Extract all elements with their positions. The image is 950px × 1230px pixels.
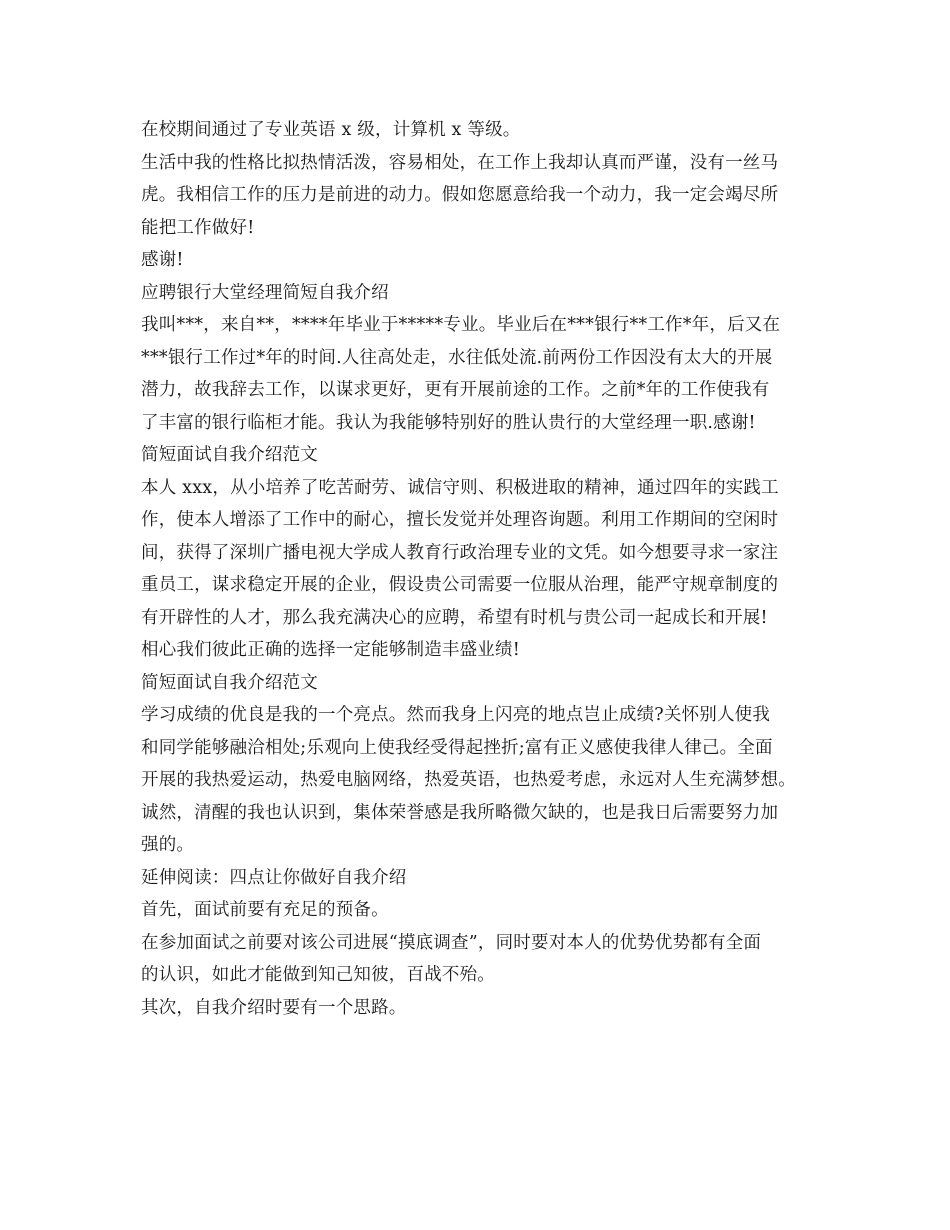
- text-line: 在参加面试之前要对该公司进展“摸底调查”，同时要对本人的优势优势都有全面: [141, 932, 762, 953]
- document-body: [141, 114, 821, 1024]
- text-line: 虎。我相信工作的压力是前进的动力。假如您愿意给我一个动力，我一定会竭尽所: [141, 185, 779, 205]
- text-line: 潜力，故我辞去工作，以谋求更好，更有开展前途的工作。之前*年的工作使我有: [141, 380, 770, 400]
- text-line: ***银行工作过*年的时间.人往高处走，水往低处流.前两份工作因没有太大的开展: [141, 347, 773, 368]
- text-line: 我叫***，来自**，****年毕业于*****专业。毕业后在***银行**工作*年，后又在: [141, 315, 781, 335]
- text-line: 首先，面试前要有充足的预备。: [141, 900, 389, 920]
- text-line: 其次，自我介绍时要有一个思路。: [141, 997, 407, 1018]
- text-line: 在校期间通过了专业英语 x 级，计算机 x 等级。: [141, 120, 521, 140]
- text-line: 生活中我的性格比拟热情活泼，容易相处，在工作上我却认真而严谨，没有一丝马: [141, 152, 779, 173]
- section-heading: 简短面试自我介绍范文: [141, 445, 318, 465]
- text-line: 间，获得了深圳广播电视大学成人教育行政治理专业的文凭。如今想要寻求一家注: [141, 542, 779, 563]
- text-line: 有开辟性的人才，那么我充满决心的应聘，希望有时机与贵公司一起成长和开展!: [141, 607, 768, 628]
- text-line: 本人 xxx，从小培养了吃苦耐劳、诚信守则、积极进取的精神，通过四年的实践工: [141, 477, 779, 498]
- text-line: 开展的我热爱运动，热爱电脑网络，热爱英语，也热爱考虑，永远对人生充满梦想。: [141, 770, 796, 790]
- text-line: 能把工作做好!: [141, 217, 255, 238]
- text-line: 和同学能够融洽相处;乐观向上使我经受得起挫折;富有正义感使我律人律己。全面: [141, 737, 773, 758]
- section-heading: 应聘银行大堂经理简短自我介绍: [141, 282, 389, 303]
- text-line: 作，使本人增添了工作中的耐心，擅长发觉并处理咨询题。利用工作期间的空闲时: [141, 510, 779, 530]
- text-line: 的认识，如此才能做到知己知彼，百战不殆。: [141, 965, 495, 985]
- section-heading: 简短面试自我介绍范文: [141, 672, 318, 693]
- text-line: 学习成绩的优良是我的一个亮点。然而我身上闪亮的地点岂止成绩?关怀别人使我: [141, 705, 771, 725]
- text-line: 了丰富的银行临柜才能。我认为我能够特别好的胜认贵行的大堂经理一职.感谢!: [141, 412, 756, 433]
- text-line: 相心我们彼此正确的选择一定能够制造丰盛业绩!: [141, 640, 520, 660]
- text-line: 强的。: [141, 835, 195, 855]
- text-line: 重员工，谋求稳定开展的企业，假设贵公司需要一位服从治理，能严守规章制度的: [141, 575, 779, 595]
- text-line: 诚然，清醒的我也认识到，集体荣誉感是我所略微欠缺的，也是我日后需要努力加: [141, 802, 779, 823]
- text-line: 感谢!: [141, 250, 184, 270]
- section-heading: 延伸阅读：四点让你做好自我介绍: [141, 867, 407, 888]
